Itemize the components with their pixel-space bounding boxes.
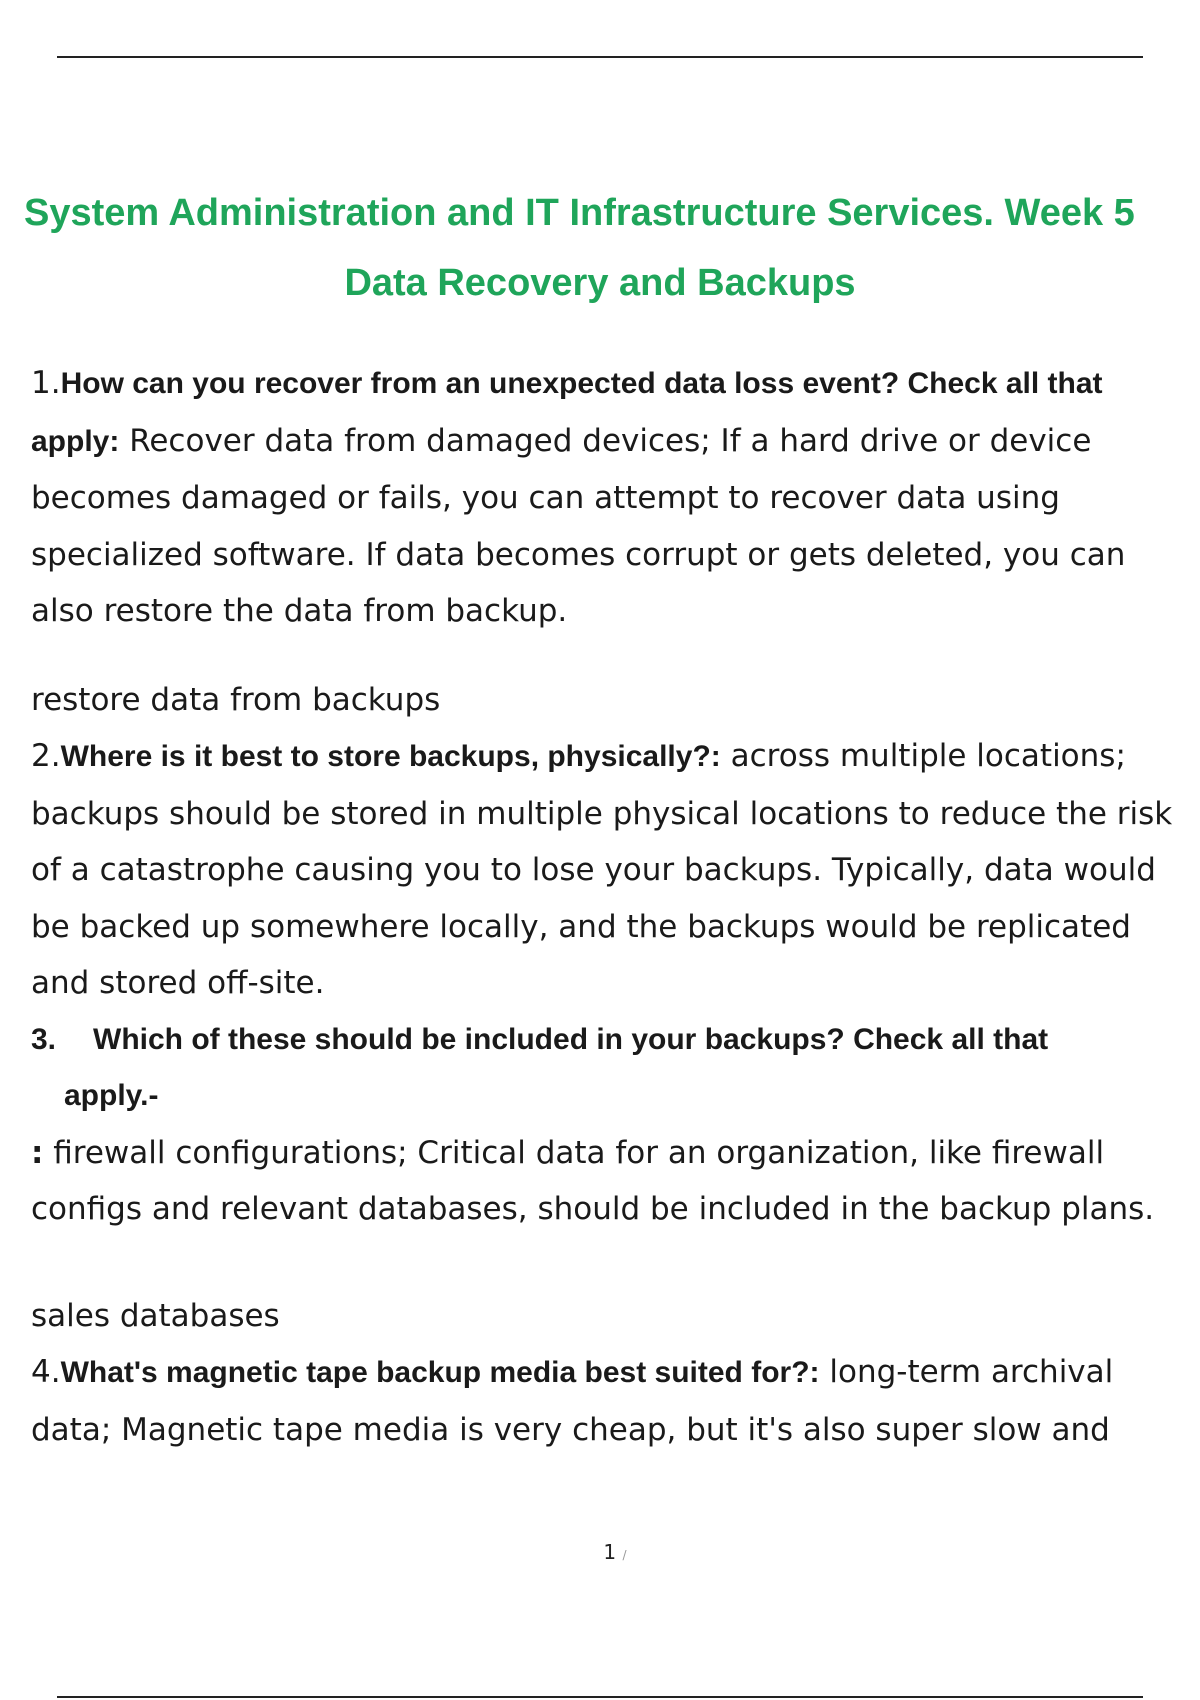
- document-title: System Administration and IT Infrastructure Services. Week 5: [24, 192, 1135, 234]
- bottom-rule: [57, 1696, 1143, 1698]
- page-number-separator: /: [622, 1548, 627, 1562]
- answer-text: Recover data from damaged devices; If a hard drive or device becomes damaged or fails, you can attempt to recover data using specialized software. If data becomes corrupt or gets deleted, you can also restore the data from backup.: [31, 422, 1126, 629]
- document-body: [31, 355, 1181, 1458]
- answer-text: long-term archival data; Magnetic tape media is very cheap, but it's also super slow and: [31, 1354, 1114, 1448]
- qa-item-1: [31, 355, 1181, 640]
- question-continuation: apply.-: [64, 1079, 159, 1112]
- item-number: 4.: [31, 1354, 61, 1390]
- question-text: What's magnetic tape backup media best suited for?:: [60, 1356, 820, 1389]
- item-number: 1.: [31, 365, 61, 401]
- item-number: 2.: [31, 738, 61, 774]
- question-text: How can you recover from an unexpected data loss event? Check all that apply:: [31, 367, 1103, 458]
- document-subtitle: Data Recovery and Backups: [344, 262, 856, 304]
- question-text: Which of these should be included in your backups? Check all that: [93, 1022, 1049, 1056]
- page-number: [0, 1540, 1200, 1564]
- answer-option: restore data from backups: [31, 681, 441, 718]
- answer-text: firewall configurations; Critical data for an organization, like firewall configs and relevant databases, should be included in the backup plans.: [31, 1134, 1155, 1227]
- qa-item-3-question: [31, 1012, 1181, 1069]
- answer-colon: :: [31, 1134, 44, 1171]
- page-number-value: 1: [603, 1540, 617, 1564]
- question-text: Where is it best to store backups, physically?:: [60, 740, 721, 773]
- qa-item-3-answer: [31, 1125, 1181, 1238]
- qa-item-2: [31, 728, 1181, 1012]
- top-rule: [57, 56, 1143, 58]
- item-number: 3.: [31, 1022, 57, 1056]
- answer-text: across multiple locations; backups should be stored in multiple physical locations to reduce the risk of a catastrophe causing you to lose your backups. Typically, data would be backed up somewhere locally, and the backups would be replicated and stored off-site.: [31, 738, 1173, 1001]
- qa-item-4: [31, 1344, 1181, 1458]
- answer-option: sales databases: [31, 1297, 280, 1334]
